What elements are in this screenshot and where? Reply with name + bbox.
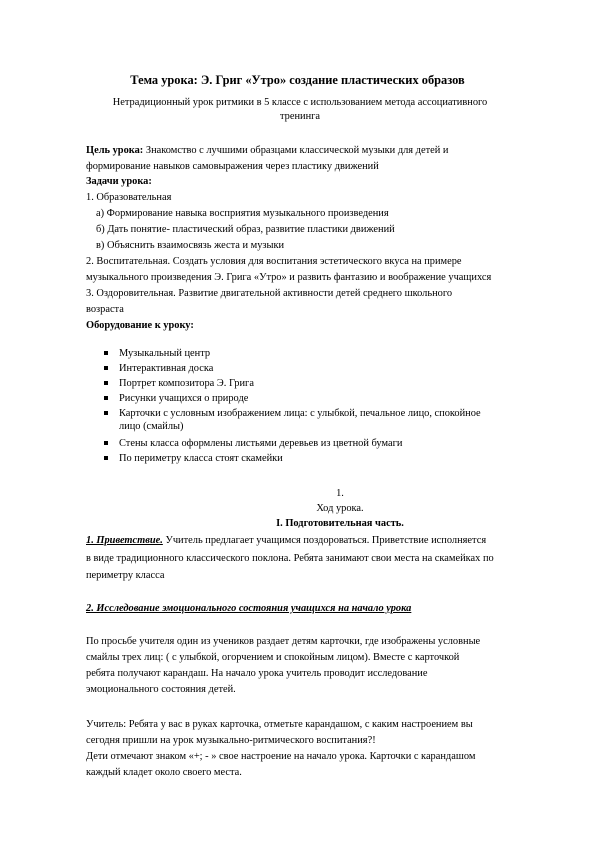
- teacher-line4: каждый кладет около своего места.: [86, 767, 242, 778]
- task-upbringing-line2: музыкального произведения Э. Грига «Утро» и развить фантазию и воображение учащихся: [86, 272, 492, 283]
- teacher-line2: сегодня пришли на урок музыкально-ритмического воспитания?!: [86, 735, 376, 746]
- course-title: Ход урока.: [316, 503, 364, 514]
- research-heading: 2. Исследование эмоционального состояния учащихся на начало урока: [86, 603, 412, 614]
- bullet-icon: [104, 396, 108, 400]
- research-line1: По просьбе учителя один из учеников раздает детям карточки, где изображены условные: [86, 636, 481, 647]
- list-item-continuation: лицо (смайлы): [119, 421, 184, 432]
- task-educational-c: в) Объяснить взаимосвязь жеста и музыки: [96, 240, 285, 251]
- lesson-title: Тема урока: Э. Григ «Утро» создание пластических образов: [130, 73, 465, 87]
- equipment-list: [94, 347, 481, 467]
- lesson-subtitle-line2: тренинга: [279, 111, 321, 122]
- greeting-line2: в виде традиционного классического поклона. Ребята занимают свои места на скамейках по: [86, 553, 494, 564]
- research-line3: ребята получают карандаш. На начало урока учитель проводит исследование: [86, 668, 428, 679]
- teacher-line1: Учитель: Ребята у вас в руках карточка, отметьте карандашом, с каким настроением вы: [86, 719, 473, 730]
- bullet-icon: [104, 411, 108, 415]
- goal-line1: [86, 144, 448, 157]
- research-line2: смайлы трех лиц: ( с улыбкой, огорчением и спокойным лицом). Вместе с карточкой: [86, 652, 460, 663]
- task-health-line2: возраста: [86, 304, 124, 315]
- bullet-icon: [104, 366, 108, 370]
- course-number: 1.: [336, 488, 344, 499]
- teacher-line3: Дети отмечают знаком «+; - » свое настроение на начало урока. Карточки с карандашом: [86, 751, 476, 762]
- list-item: Карточки с условным изображением лица: с улыбкой, печальное лицо, спокойное лицо (смайлы): [94, 407, 481, 437]
- goal-text1: Знакомство с лучшими образцами классической музыки для детей и: [143, 145, 449, 156]
- list-item: Интерактивная доска: [94, 362, 481, 377]
- task-health-line1: 3. Оздоровительная. Развитие двигательной активности детей среднего школьного: [86, 288, 453, 299]
- list-item: Портрет композитора Э. Грига: [94, 377, 481, 392]
- greeting-text1: Учитель предлагает учащимся поздороваться. Приветствие исполняется: [162, 535, 487, 546]
- list-item: Стены класса оформлены листьями деревьев из цветной бумаги: [94, 437, 481, 452]
- bullet-icon: [104, 351, 108, 355]
- tasks-label: Задачи урока:: [86, 176, 152, 187]
- lesson-subtitle-line1: Нетрадиционный урок ритмики в 5 классе с использованием метода ассоциативного: [112, 97, 488, 108]
- list-item: По периметру класса стоят скамейки: [94, 452, 481, 467]
- bullet-icon: [104, 441, 108, 445]
- list-item: Музыкальный центр: [94, 347, 481, 362]
- greeting-line3: периметру класса: [86, 570, 165, 581]
- task-educational-b: б) Дать понятие- пластический образ, развитие пластики движений: [96, 224, 395, 235]
- goal-label: Цель урока:: [86, 145, 144, 156]
- bullet-icon: [104, 456, 108, 460]
- greeting-label: 1. Приветствие.: [86, 535, 163, 546]
- list-item: Рисунки учащихся о природе: [94, 392, 481, 407]
- equipment-label: Оборудование к уроку:: [86, 320, 194, 331]
- bullet-icon: [104, 381, 108, 385]
- task-educational: 1. Образовательная: [86, 192, 172, 203]
- task-educational-a: а) Формирование навыка восприятия музыкального произведения: [96, 208, 389, 219]
- goal-text2: формирование навыков самовыражения через пластику движений: [86, 161, 379, 172]
- research-line4: эмоционального состояния детей.: [86, 684, 236, 695]
- section-heading: I. Подготовительная часть.: [276, 518, 404, 529]
- greeting-line1: [86, 534, 486, 547]
- task-upbringing-line1: 2. Воспитательная. Создать условия для воспитания эстетического вкуса на примере: [86, 256, 462, 267]
